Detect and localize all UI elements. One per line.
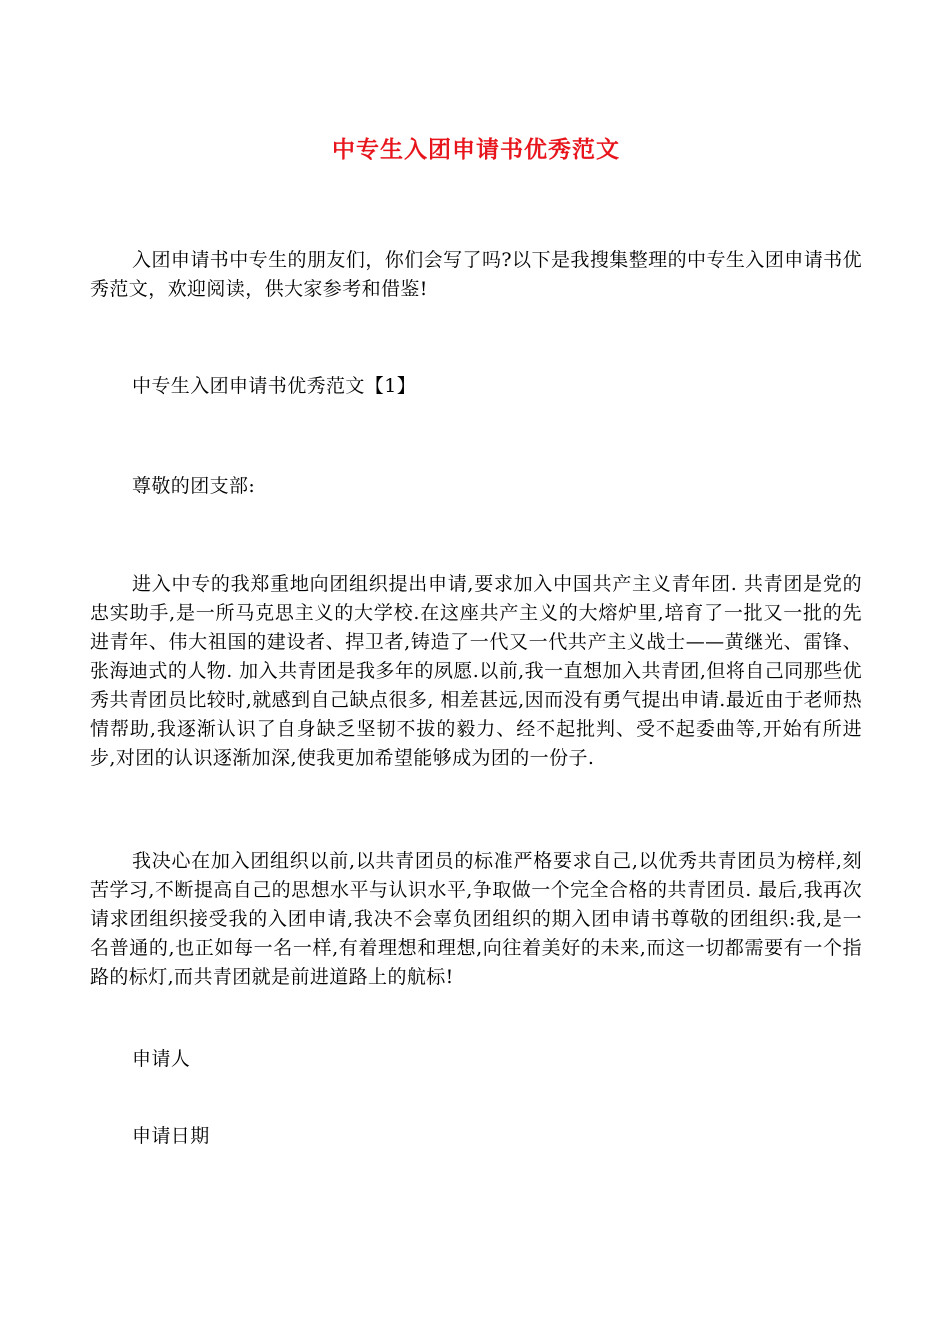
date-label: 申请日期 — [132, 1125, 210, 1147]
intro-paragraph: 入团申请书中专生的朋友们，你们会写了吗?以下是我搜集整理的中专生入团申请书优秀范文，欢迎阅读，供大家参考和借鉴! — [90, 249, 862, 300]
body-paragraph-1: 进入中专的我郑重地向团组织提出申请,要求加入中国共产主义青年团. 共青团是党的忠实助手,是一所马克思主义的大学校.在这座共产主义的大熔炉里,培育了一批又一批的先进青年、伟大祖国的建设者、捍卫者,铸造了一代又一代共产主义战士——黄继光、雷锋、张海迪式的人物. 加入共青团是我多年的夙愿.以前,我一直想加入共青团,但将自己同那些优秀共青团员比较时,就感到自己缺点很多, 相差甚远,因而没有勇气提出申请.最近由于老师热情帮助,我逐渐认识了自身缺乏坚韧不拔的毅力、经不起批判、受不起委曲等,开始有所进步,对团的认识逐渐加深,使我更加希望能够成为团的一份子. — [90, 573, 862, 769]
body-paragraph-2: 我决心在加入团组织以前,以共青团员的标准严格要求自己,以优秀共青团员为榜样,刻苦学习,不断提高自己的思想水平与认识水平,争取做一个完全合格的共青团员. 最后,我再次请求团组织接受我的入团申请,我决不会辜负团组织的期入团申请书尊敬的团组织:我,是一名普通的,也正如每一名一样,有着理想和理想,向往着美好的未来,而这一切都需要有一个指路的标灯,而共青团就是前进道路上的航标! — [90, 850, 862, 988]
applicant-label: 申请人 — [132, 1048, 191, 1070]
section-heading: 中专生入团申请书优秀范文【1】 — [132, 375, 417, 397]
document-page — [90, 0, 862, 1344]
document-title: 中专生入团申请书优秀范文 — [332, 137, 620, 163]
salutation: 尊敬的团支部: — [132, 475, 256, 497]
